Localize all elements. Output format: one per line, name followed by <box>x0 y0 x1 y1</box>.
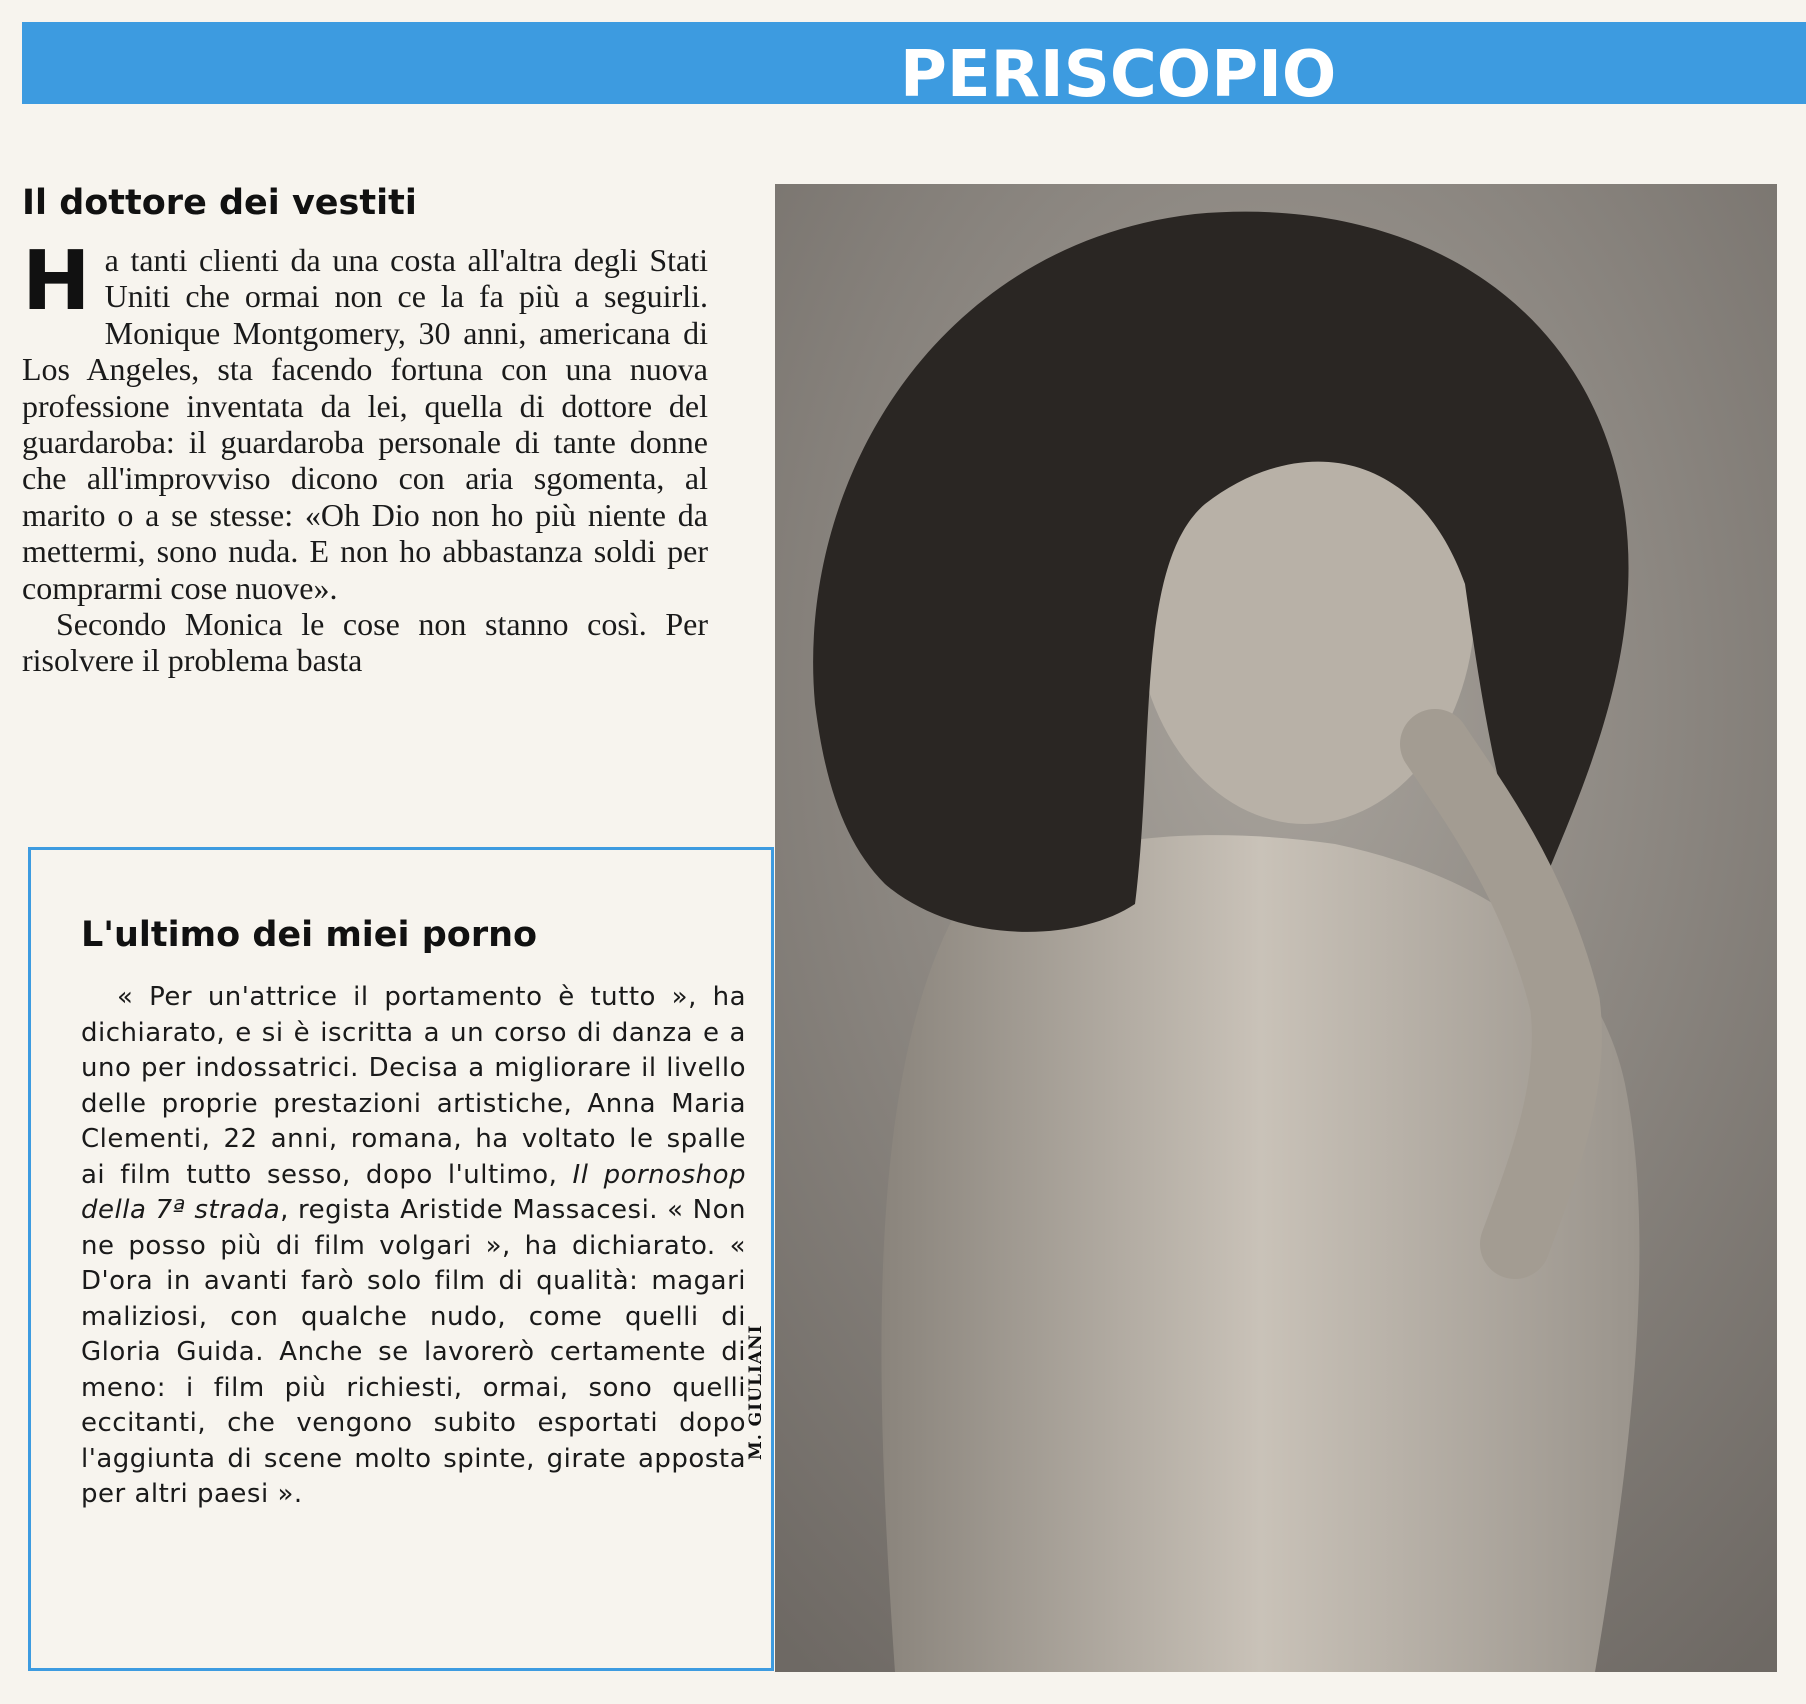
sidebar-title: L'ultimo dei miei porno <box>81 915 538 955</box>
sidebar-article <box>81 912 746 1513</box>
portrait-photo <box>775 184 1777 1672</box>
sidebar-paragraph <box>81 980 746 1513</box>
article-paragraph-text: a tanti clienti da una costa all'altra degli Stati Uniti che ormai non ce la fa più a seguirli. Monique Montgomery, 30 anni, americana di Los Angeles, sta facendo fortuna con una nuova professione inventata da lei, quella di dottore del guardaroba: il guardaroba personale di tante donne che all'improvviso dicono con aria sgomenta, al marito o a se stesse: «Oh Dio non ho più niente da mettermi, sono nuda. E non ho abbastanza soldi per comprarmi cose nuove». <box>22 242 708 606</box>
photo-credit: M. GIULIANI <box>746 1324 766 1460</box>
section-title: PERISCOPIO <box>900 38 1337 112</box>
sidebar-text: « Per un'attrice il portamento è tutto », ha dichiarato, e si è iscritta a un corso di danza e a uno per indossatrici. Decisa a migliorare il livello delle proprie prestazioni artistiche, Anna Maria Clementi, 22 anni, romana, ha voltato le spalle ai film tutto sesso, dopo l'ultimo, <box>81 982 746 1190</box>
drop-cap: H <box>22 234 91 329</box>
sidebar-box <box>28 847 774 1671</box>
article-paragraph: Secondo Monica le cose non stanno così. Per risolvere il problema basta <box>22 606 708 679</box>
article-paragraph <box>22 234 708 606</box>
section-banner <box>22 22 1806 112</box>
photo-placeholder-graphic <box>775 184 1777 1672</box>
sidebar-text: , regista Aristide Massacesi. « Non ne posso più di film volgari », ha dichiarato. « D'ora in avanti farò solo film di qualità: magari maliziosi, con qualche nudo, come quelli di Gloria Guida. Anche se lavorerò certamente di meno: i film più richiesti, ormai, sono quelli eccitanti, che vengono subito esportati dopo l'aggiunta di scene molto spinte, girate apposta per altri paesi ». <box>81 1195 746 1509</box>
article-dottore-dei-vestiti <box>22 180 708 679</box>
article-title: Il dottore dei vestiti <box>22 183 417 223</box>
film-title: Il pornoshop della 7ª strada <box>81 1159 747 1225</box>
